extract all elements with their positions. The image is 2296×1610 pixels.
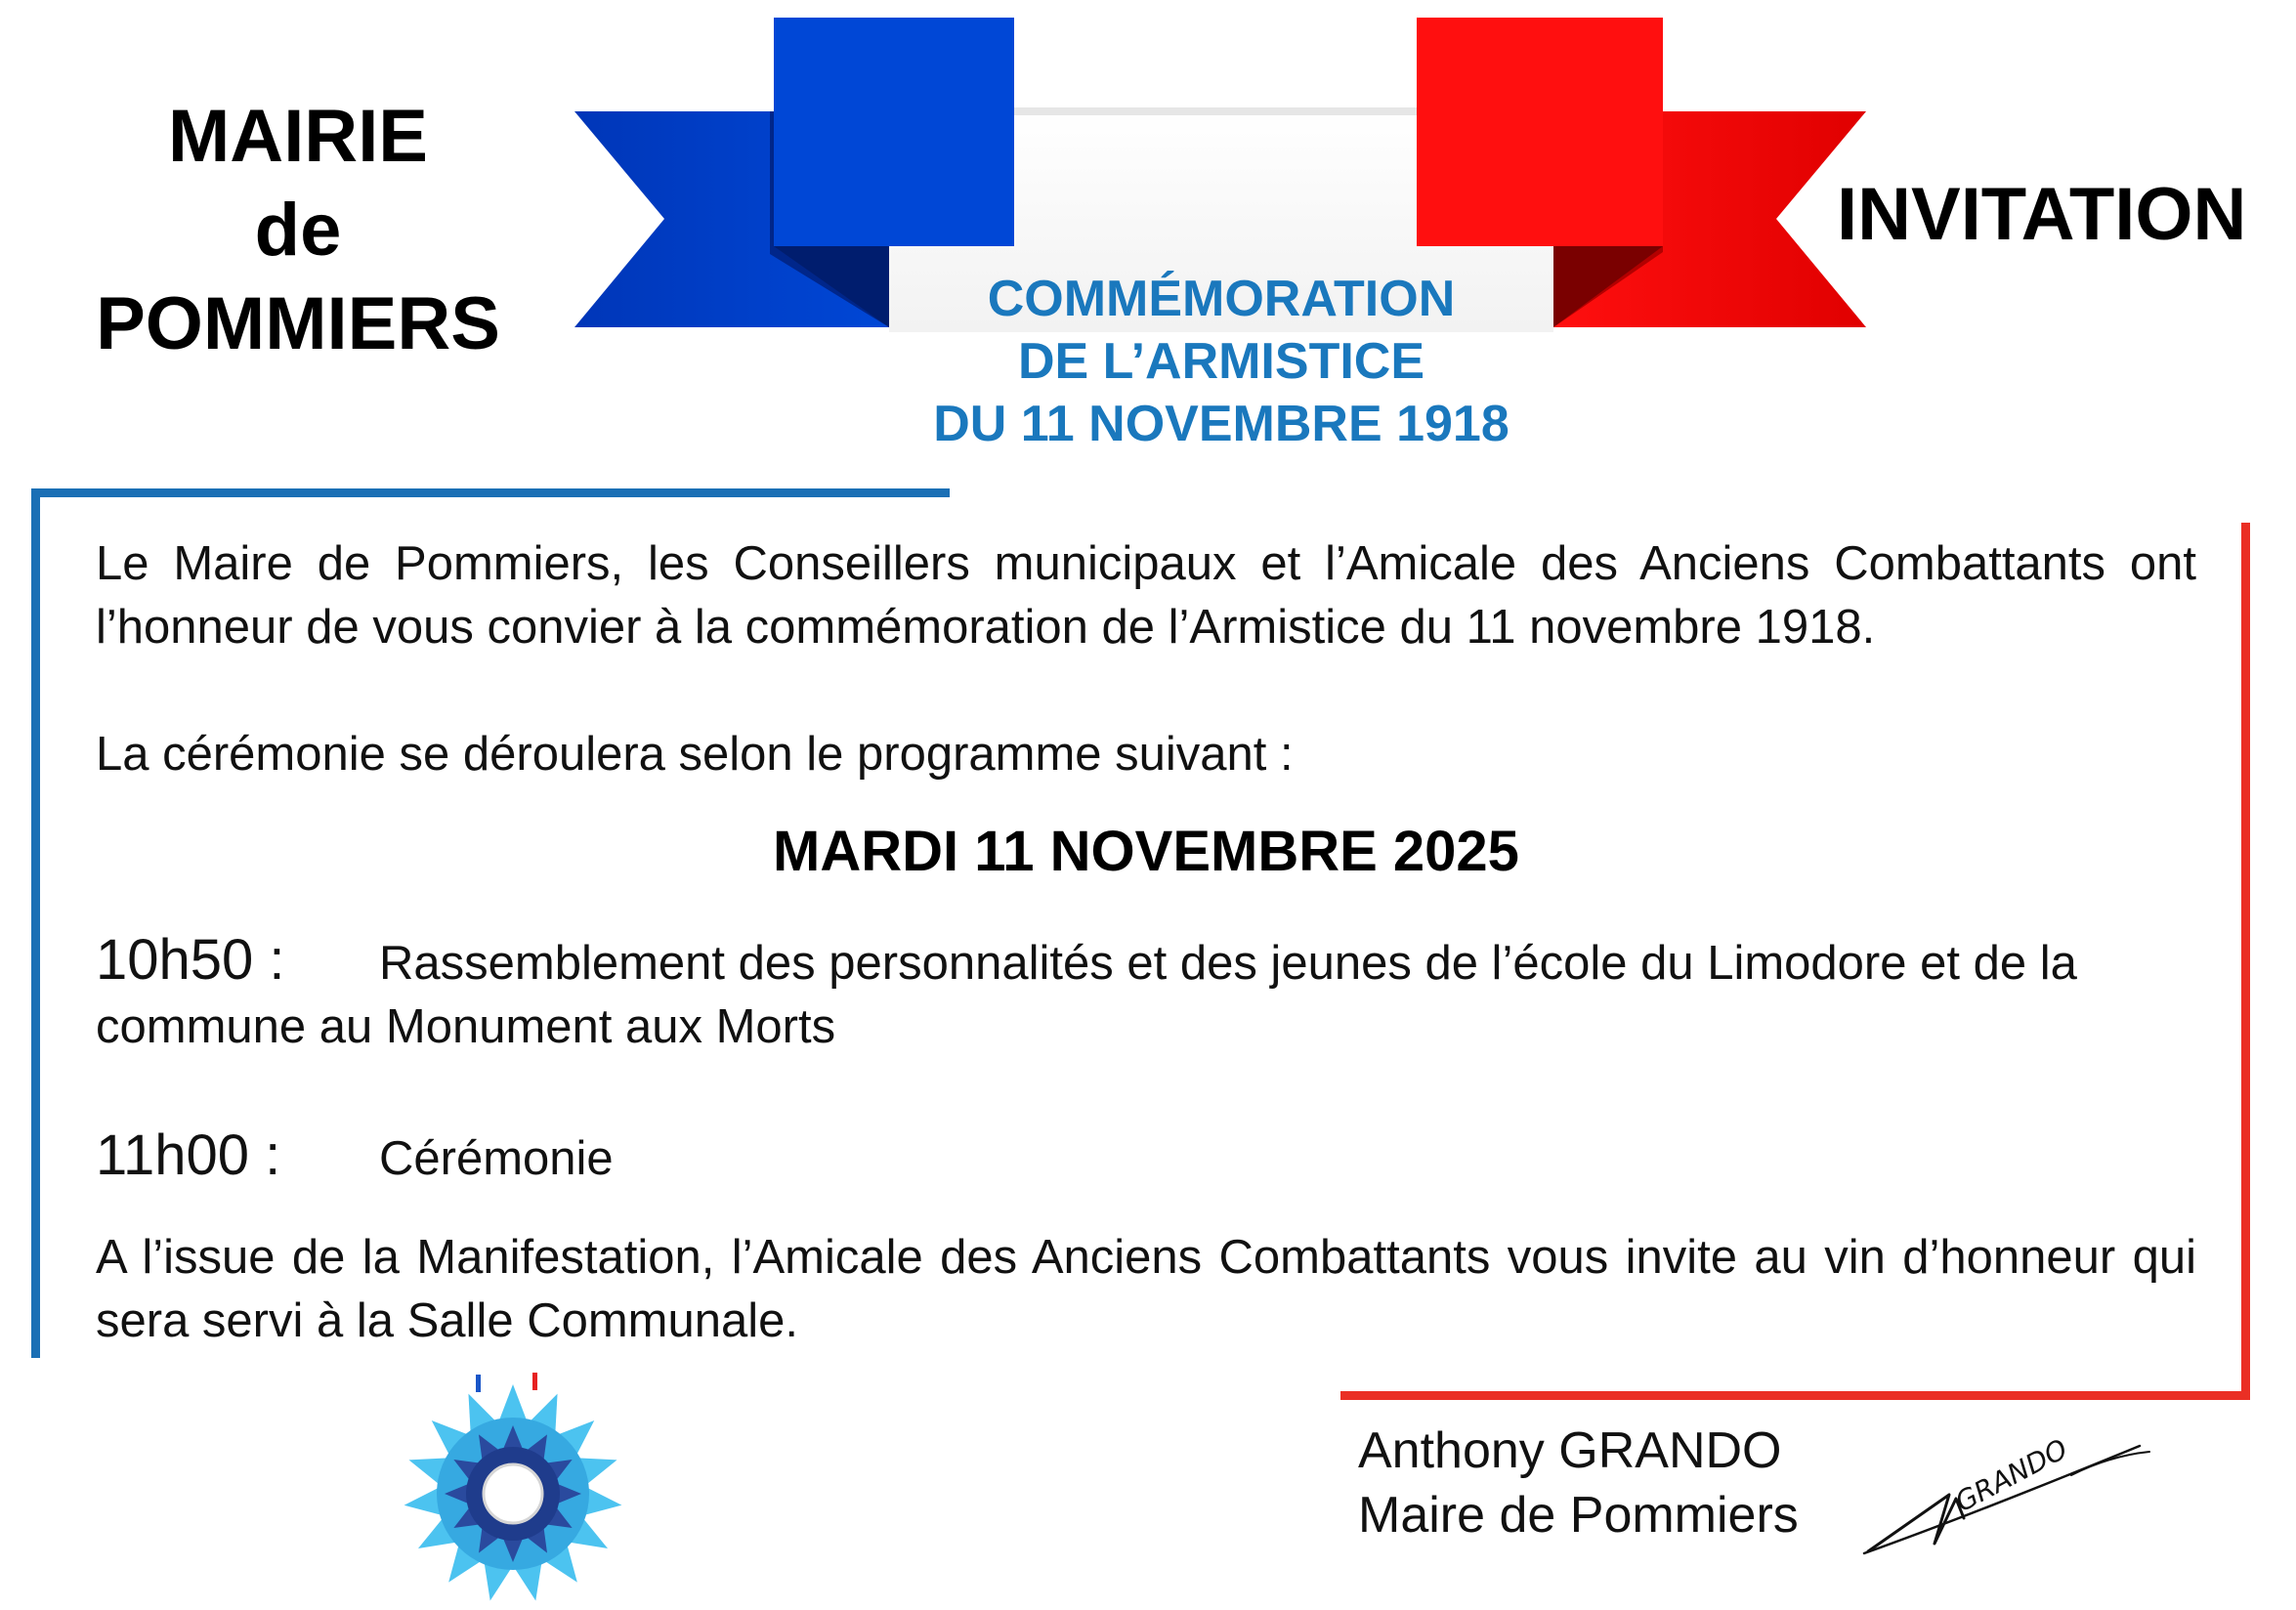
program-time: 10h50 : (96, 928, 285, 992)
mairie-line-3: POMMIERS (96, 282, 500, 365)
commemoration-title (860, 268, 1583, 455)
commemoration-line-3: DU 11 NOVEMBRE 1918 (933, 396, 1509, 452)
program-item (96, 928, 2196, 1059)
invitation-label: INVITATION (1837, 173, 2247, 256)
frame-left-blue-line (31, 488, 40, 1358)
mairie-line-1: MAIRIE (168, 95, 428, 178)
bleuet-flower-icon (396, 1373, 630, 1607)
commemoration-line-1: COMMÉMORATION (987, 271, 1456, 327)
commemoration-line-2: DE L’ARMISTICE (1017, 333, 1425, 390)
frame-top-blue-line (31, 488, 950, 497)
event-date: MARDI 11 NOVEMBRE 2025 (773, 820, 1519, 883)
signatory-role: Maire de Pommiers (1358, 1487, 1799, 1544)
signatory-name: Anthony GRANDO (1358, 1422, 1782, 1479)
program-item (96, 1123, 2196, 1191)
closing-paragraph: A l’issue de la Manifestation, l’Amicale des Anciens Combattants vous invite au vin d’honneur qui sera servi à la Salle Communale. (96, 1231, 2196, 1347)
signature-text: GRANDO (1949, 1432, 2073, 1519)
program-text: Rassemblement des personnalités et des jeunes de l’école du Limodore et de la commune au Monument aux Morts (96, 937, 2077, 1053)
handwritten-signature (1856, 1417, 2169, 1563)
intro-paragraph: Le Maire de Pommiers, les Conseillers municipaux et l’Amicale des Anciens Combattants ont l’honneur de vous convier à la commémoration de l’Armistice du 11 novembre 1918. (96, 537, 2196, 654)
signature-block (1358, 1419, 1799, 1547)
mairie-line-2: de (254, 189, 342, 272)
program-text: Cérémonie (379, 1132, 614, 1185)
frame-bottom-red-line (1340, 1391, 2250, 1400)
frame-right-red-line (2241, 523, 2250, 1400)
mairie-title (39, 90, 557, 371)
programme-intro: La cérémonie se déroulera selon le programme suivant : (96, 728, 1294, 781)
program-time: 11h00 : (96, 1123, 281, 1187)
